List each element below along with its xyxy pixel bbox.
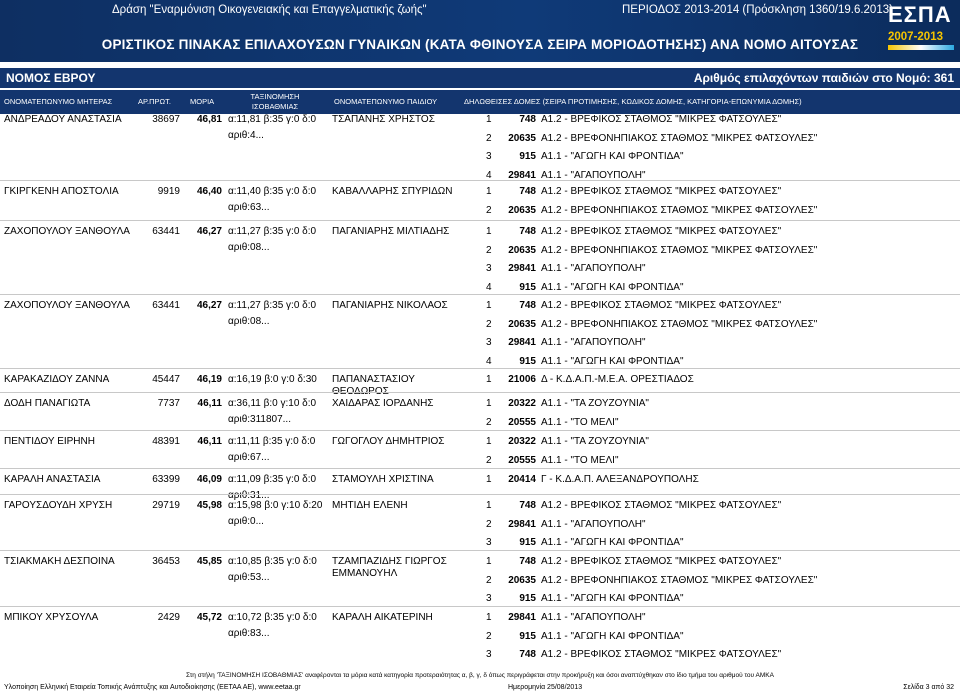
mother-name: ΓΑΡΟΥΣΔΟΥΔΗ ΧΡΥΣΗ (4, 500, 113, 511)
structure-code: 20635 (508, 574, 536, 586)
rank-amka: αριθ:83... (228, 628, 270, 639)
structure-preference (486, 649, 781, 661)
preference-order: 1 (486, 474, 492, 485)
structure-preference (486, 356, 684, 368)
structure-name: Δ - Κ.Δ.Α.Π.-Μ.Ε.Α. ΟΡΕΣΤΙΑΔΟΣ (541, 374, 694, 385)
row-divider (0, 430, 960, 431)
preference-order: 1 (486, 436, 492, 447)
structure-name: Α1.2 - ΒΡΕΦΟΝΗΠΙΑΚΟΣ ΣΤΑΘΜΟΣ "ΜΙΚΡΕΣ ΦΑΤΣΟΥΛΕΣ" (541, 318, 818, 330)
points-value: 45,72 (196, 612, 222, 623)
structure-code: 20635 (508, 204, 536, 216)
preference-order: 4 (486, 281, 492, 293)
protocol-number: 2429 (157, 612, 180, 623)
structure-code: 748 (519, 649, 536, 660)
row-divider (0, 180, 960, 181)
structure-name: Α1.1 - "ΤΑ ΖΟΥΖΟΥΝΙΑ" (541, 436, 649, 447)
preference-order: 2 (486, 318, 492, 330)
structure-name: Α1.2 - ΒΡΕΦΙΚΟΣ ΣΤΑΘΜΟΣ "ΜΙΚΡΕΣ ΦΑΤΣΟΥΛΕΣ" (541, 556, 782, 567)
structure-code: 20414 (508, 474, 536, 485)
structure-name: Α1.2 - ΒΡΕΦΙΚΟΣ ΣΤΑΘΜΟΣ "ΜΙΚΡΕΣ ΦΑΤΣΟΥΛΕΣ" (541, 226, 782, 237)
preference-order: 3 (486, 649, 492, 660)
preference-order: 3 (486, 151, 492, 162)
row-divider (0, 606, 960, 607)
preference-order: 1 (486, 612, 492, 623)
rank-breakdown (228, 474, 316, 502)
structure-preference (486, 226, 781, 238)
rank-scores: α:11,81 β:35 γ:0 δ:0 (228, 114, 317, 125)
mother-name: ΑΝΔΡΕΑΔΟΥ ΑΝΑΣΤΑΣΙΑ (4, 114, 122, 125)
protocol-number: 7737 (157, 398, 180, 409)
structure-preference (486, 114, 781, 126)
child-name: ΤΖΑΜΠΑΖΙΔΗΣ ΓΙΩΡΓΟΣ ΕΜΜΑΝΟΥΗΛ (332, 556, 447, 579)
structure-name: Α1.1 - "ΑΓΑΠΟΥΠΟΛΗ" (541, 337, 646, 348)
rank-scores: α:11,11 β:35 γ:0 δ:0 (228, 436, 316, 447)
preference-order: 4 (486, 169, 492, 181)
preference-order: 2 (486, 630, 492, 642)
structure-code: 20555 (508, 454, 536, 466)
rank-amka: αριθ:0... (228, 516, 264, 527)
preference-order: 1 (486, 500, 492, 511)
structure-preference (486, 151, 684, 163)
structure-code: 748 (519, 556, 536, 567)
rank-breakdown (228, 398, 316, 426)
child-name: ΧΑΙΔΑΡΑΣ ΙΟΡΔΑΝΗΣ (332, 398, 434, 409)
structure-name: Α1.2 - ΒΡΕΦΙΚΟΣ ΣΤΑΘΜΟΣ "ΜΙΚΡΕΣ ΦΑΤΣΟΥΛΕΣ" (541, 186, 782, 197)
structure-preference (486, 398, 649, 410)
points-value: 46,09 (196, 474, 222, 485)
structure-preference (486, 575, 817, 587)
rank-breakdown (228, 374, 317, 390)
mother-name: ΖΑΧΟΠΟΥΛΟΥ ΞΑΝΘΟΥΛΑ (4, 300, 130, 311)
rank-breakdown (228, 114, 316, 142)
structure-code: 748 (519, 300, 536, 311)
structure-code: 20635 (508, 244, 536, 256)
structure-name: Α1.1 - "ΑΓΑΠΟΥΠΟΛΗ" (541, 518, 646, 530)
preference-order: 1 (486, 556, 492, 567)
preference-order: 1 (486, 114, 492, 125)
rank-amka: αριθ:08... (228, 242, 270, 253)
preference-order: 4 (486, 355, 492, 367)
rank-scores: α:11,40 β:35 γ:0 δ:0 (228, 186, 317, 197)
structure-preference (486, 537, 684, 549)
protocol-number: 36453 (152, 556, 180, 567)
structure-name: Α1.2 - ΒΡΕΦΟΝΗΠΙΑΚΟΣ ΣΤΑΘΜΟΣ "ΜΙΚΡΕΣ ΦΑΤΣΟΥΛΕΣ" (541, 204, 818, 216)
structure-name: Α1.2 - ΒΡΕΦΟΝΗΠΙΑΚΟΣ ΣΤΑΘΜΟΣ "ΜΙΚΡΕΣ ΦΑΤΣΟΥΛΕΣ" (541, 244, 818, 256)
structure-code: 20322 (508, 398, 536, 409)
structure-code: 29841 (508, 518, 536, 530)
row-divider (0, 220, 960, 221)
structure-code: 748 (519, 500, 536, 511)
rank-breakdown (228, 612, 317, 640)
structure-name: Α1.2 - ΒΡΕΦΙΚΟΣ ΣΤΑΘΜΟΣ "ΜΙΚΡΕΣ ΦΑΤΣΟΥΛΕΣ" (541, 649, 782, 660)
structure-name: Α1.2 - ΒΡΕΦΙΚΟΣ ΣΤΑΘΜΟΣ "ΜΙΚΡΕΣ ΦΑΤΣΟΥΛΕΣ" (541, 300, 782, 311)
child-name: ΠΑΠΑΝΑΣΤΑΣΙΟΥ ΘΕΟΔΩΡΟΣ (332, 374, 415, 397)
structure-preference (486, 593, 684, 605)
mother-name: ΤΣΙΑΚΜΑΚΗ ΔΕΣΠΟΙΝΑ (4, 556, 115, 567)
structure-code: 29841 (508, 612, 536, 623)
rank-breakdown (228, 556, 317, 584)
row-divider (0, 392, 960, 393)
structure-code: 748 (519, 186, 536, 197)
footer-date: Ημερομηνία 25/08/2013 (508, 684, 583, 691)
structure-code: 20635 (508, 318, 536, 330)
rank-amka: αριθ:31... (228, 490, 270, 501)
structure-code: 915 (519, 630, 536, 642)
logo-stripe (888, 45, 954, 50)
children-count: Αριθμός επιλαχόντων παιδιών στο Νομό: 361 (693, 71, 954, 85)
structure-name: Α1.1 - "ΤΟ ΜΕΛΙ" (541, 416, 619, 428)
structure-code: 29841 (508, 263, 536, 274)
col-child: ΟΝΟΜΑΤΕΠΩΝΥΜΟ ΠΑΙΔΙΟΥ (334, 97, 438, 106)
structure-name: Α1.1 - "ΑΓΩΓΗ ΚΑΙ ΦΡΟΝΤΙΔΑ" (541, 355, 684, 367)
espa-logo (888, 4, 954, 56)
preference-order: 2 (486, 204, 492, 216)
structure-name: Α1.1 - "ΑΓΩΓΗ ΚΑΙ ΦΡΟΝΤΙΔΑ" (541, 630, 684, 642)
structure-preference (486, 519, 646, 531)
footer-page: Σελίδα 3 από 32 (903, 684, 954, 691)
structure-code: 915 (519, 537, 536, 548)
structure-code: 915 (519, 355, 536, 367)
points-value: 46,19 (196, 374, 222, 385)
row-divider (0, 294, 960, 295)
child-name: ΚΑΡΑΛΗ ΑΙΚΑΤΕΡΙΝΗ (332, 612, 433, 623)
points-value: 45,98 (196, 500, 222, 511)
structure-preference (486, 205, 817, 217)
structure-name: Α1.1 - "ΑΓΩΓΗ ΚΑΙ ΦΡΟΝΤΙΔΑ" (541, 537, 684, 548)
mother-name: ΠΕΝΤΙΔΟΥ ΕΙΡΗΝΗ (4, 436, 95, 447)
child-name: ΠΑΓΑΝΙΑΡΗΣ ΜΙΛΤΙΑΔΗΣ (332, 226, 450, 237)
rank-amka: αριθ:4... (228, 130, 264, 141)
protocol-number: 38697 (152, 114, 180, 125)
structure-preference (486, 263, 646, 275)
col-rank-line2: ΙΣΟΒΑΘΜΙΑΣ (251, 102, 299, 111)
table-header (0, 90, 960, 114)
structure-name: Α1.1 - "ΑΓΩΓΗ ΚΑΙ ΦΡΟΝΤΙΔΑ" (541, 281, 684, 293)
rank-amka: αριθ:53... (228, 572, 270, 583)
col-protocol: ΑΡ.ΠΡΩΤ. (138, 97, 171, 106)
row-divider (0, 368, 960, 369)
structure-name: Γ - Κ.Δ.Α.Π. ΑΛΕΞΑΝΔΡΟΥΠΟΛΗΣ (541, 474, 699, 485)
structure-preference (486, 436, 649, 448)
rank-breakdown (228, 500, 322, 528)
logo-years: 2007-2013 (888, 31, 943, 43)
structure-preference (486, 245, 817, 257)
structure-code: 915 (519, 281, 536, 293)
structure-preference (486, 631, 684, 643)
structure-preference (486, 455, 619, 467)
points-value: 46,27 (196, 226, 222, 237)
structure-code: 20635 (508, 132, 536, 144)
mother-name: ΚΑΡΑΚΑΖΙΔΟΥ ΖΑΝΝΑ (4, 374, 110, 385)
preference-order: 1 (486, 300, 492, 311)
points-value: 46,11 (197, 436, 222, 447)
child-name: ΠΑΓΑΝΙΑΡΗΣ ΝΙΚΟΛΑΟΣ (332, 300, 448, 311)
structure-preference (486, 474, 699, 486)
structure-preference (486, 500, 781, 512)
points-value: 46,81 (196, 114, 222, 125)
rank-amka: αριθ:63... (228, 202, 270, 213)
rank-scores: α:11,09 β:35 γ:0 δ:0 (228, 474, 317, 485)
rank-scores: α:11,27 β:35 γ:0 δ:0 (228, 300, 317, 311)
rank-scores: α:10,72 β:35 γ:0 δ:0 (228, 612, 317, 623)
preference-order: 2 (486, 416, 492, 428)
points-value: 46,40 (196, 186, 222, 197)
preference-order: 1 (486, 226, 492, 237)
preference-order: 2 (486, 132, 492, 144)
preference-order: 2 (486, 454, 492, 466)
structure-name: Α1.2 - ΒΡΕΦΙΚΟΣ ΣΤΑΘΜΟΣ "ΜΙΚΡΕΣ ΦΑΤΣΟΥΛΕΣ" (541, 114, 782, 125)
structure-code: 915 (519, 593, 536, 604)
preference-order: 3 (486, 263, 492, 274)
points-value: 46,11 (197, 398, 222, 409)
structure-code: 915 (519, 151, 536, 162)
rank-scores: α:10,85 β:35 γ:0 δ:0 (228, 556, 317, 567)
logo-text: ΕΣΠΑ (888, 2, 952, 27)
col-rank-line1: ΤΑΞΙΝΟΜΗΣΗ (250, 92, 300, 101)
mother-name: ΓΚΙΡΓΚΕΝΗ ΑΠΟΣΤΟΛΙΑ (4, 186, 119, 197)
protocol-number: 63441 (152, 300, 180, 311)
structure-preference (486, 374, 694, 386)
structure-code: 29841 (508, 337, 536, 348)
structure-name: Α1.1 - "ΑΓΑΠΟΥΠΟΛΗ" (541, 169, 646, 181)
structure-name: Α1.2 - ΒΡΕΦΙΚΟΣ ΣΤΑΘΜΟΣ "ΜΙΚΡΕΣ ΦΑΤΣΟΥΛΕΣ" (541, 500, 782, 511)
structure-name: Α1.1 - "ΑΓΩΓΗ ΚΑΙ ΦΡΟΝΤΙΔΑ" (541, 593, 684, 604)
col-mother: ΟΝΟΜΑΤΕΠΩΝΥΜΟ ΜΗΤΕΡΑΣ (4, 97, 113, 106)
structure-preference (486, 282, 684, 294)
child-name: ΓΩΓΟΓΛΟΥ ΔΗΜΗΤΡΙΟΣ (332, 436, 445, 447)
structure-preference (486, 186, 781, 198)
structure-preference (486, 612, 646, 624)
rank-amka: αριθ:08... (228, 316, 270, 327)
structure-name: Α1.1 - "ΑΓΑΠΟΥΠΟΛΗ" (541, 612, 646, 623)
rank-scores: α:16,19 β:0 γ:0 δ:30 (228, 374, 317, 385)
structure-name: Α1.1 - "ΑΓΑΠΟΥΠΟΛΗ" (541, 263, 646, 274)
structure-preference (486, 300, 781, 312)
mother-name: ΔΟΔΗ ΠΑΝΑΓΙΩΤΑ (4, 398, 91, 409)
structure-name: Α1.2 - ΒΡΕΦΟΝΗΠΙΑΚΟΣ ΣΤΑΘΜΟΣ "ΜΙΚΡΕΣ ΦΑΤΣΟΥΛΕΣ" (541, 132, 818, 144)
rank-scores: α:15,98 β:0 γ:10 δ:20 (228, 500, 323, 511)
structure-preference (486, 556, 781, 568)
structure-code: 20322 (508, 436, 536, 447)
rank-breakdown (228, 226, 316, 254)
protocol-number: 63399 (152, 474, 180, 485)
protocol-number: 9919 (157, 186, 180, 197)
preference-order: 3 (486, 593, 492, 604)
preference-order: 2 (486, 574, 492, 586)
col-rank (238, 92, 312, 112)
program-name: Δράση "Εναρμόνιση Οικογενειακής και Επαγγελματικής ζωής" (112, 4, 427, 16)
preference-order: 2 (486, 244, 492, 256)
structure-preference (486, 417, 619, 429)
period-label: ΠΕΡΙΟΔΟΣ 2013-2014 (Πρόσκληση 1360/19.6.2013) (622, 4, 893, 16)
structure-code: 29841 (508, 169, 536, 181)
preference-order: 3 (486, 337, 492, 348)
footer-note: Στη στήλη 'ΤΑΞΙΝΟΜΗΣΗ ΙΣΟΒΑΘΜΙΑΣ' αναφέρονται τα μόρια κατά κατηγορία προτεραιότητας α, β, γ, δ όπως περιγράφεται στην προκήρυξη και όσοι αναπτύχθηκαν στο ίδιο τμήμα του αριθμού του ΑΜΚΑ (186, 672, 774, 679)
preference-order: 1 (486, 398, 492, 409)
structure-name: Α1.1 - "ΤΑ ΖΟΥΖΟΥΝΙΑ" (541, 398, 649, 409)
structure-code: 748 (519, 226, 536, 237)
mother-name: ΖΑΧΟΠΟΥΛΟΥ ΞΑΝΘΟΥΛΑ (4, 226, 130, 237)
col-structures: ΔΗΛΩΘΕΙΣΕΣ ΔΟΜΕΣ (ΣΕΙΡΑ ΠΡΟΤΙΜΗΣΗΣ, ΚΩΔΙΚΟΣ ΔΟΜΗΣ, ΚΑΤΗΓΟΡΙΑ-ΕΠΩΝΥΜΙΑ ΔΟΜΗΣ) (464, 97, 802, 106)
preference-order: 2 (486, 518, 492, 530)
preference-order: 1 (486, 374, 492, 385)
child-name: ΣΤΑΜΟΥΛΗ ΧΡΙΣΤΙΝΑ (332, 474, 434, 485)
protocol-number: 45447 (152, 374, 180, 385)
protocol-number: 63441 (152, 226, 180, 237)
rank-amka: αριθ:67... (228, 452, 270, 463)
protocol-number: 29719 (152, 500, 180, 511)
structure-preference (486, 319, 817, 331)
header-banner (0, 0, 960, 62)
rank-scores: α:11,27 β:35 γ:0 δ:0 (228, 226, 317, 237)
structure-name: Α1.2 - ΒΡΕΦΟΝΗΠΙΑΚΟΣ ΣΤΑΘΜΟΣ "ΜΙΚΡΕΣ ΦΑΤΣΟΥΛΕΣ" (541, 574, 818, 586)
child-name: ΚΑΒΑΛΛΑΡΗΣ ΣΠΥΡΙΔΩΝ (332, 186, 453, 197)
col-points: ΜΟΡΙΑ (190, 97, 215, 106)
mother-name: ΚΑΡΑΛΗ ΑΝΑΣΤΑΣΙΑ (4, 474, 101, 485)
child-name: ΤΣΑΠΑΝΗΣ ΧΡΗΣΤΟΣ (332, 114, 435, 125)
rank-amka: αριθ:311807... (228, 414, 291, 425)
structure-name: Α1.1 - "ΤΟ ΜΕΛΙ" (541, 454, 619, 466)
row-divider (0, 468, 960, 469)
region-bar (0, 68, 960, 88)
child-name: ΜΗΤΙΔΗ ΕΛΕΝΗ (332, 500, 408, 511)
structure-code: 21006 (508, 374, 536, 385)
mother-name: ΜΠΙΚΟΥ ΧΡΥΣΟΥΛΑ (4, 612, 99, 623)
row-divider (0, 494, 960, 495)
structure-preference (486, 133, 817, 145)
rank-breakdown (228, 186, 316, 214)
structure-code: 20555 (508, 416, 536, 428)
structure-name: Α1.1 - "ΑΓΩΓΗ ΚΑΙ ΦΡΟΝΤΙΔΑ" (541, 151, 684, 162)
rank-scores: α:36,11 β:0 γ:10 δ:0 (228, 398, 317, 409)
structure-code: 748 (519, 114, 536, 125)
preference-order: 1 (486, 186, 492, 197)
protocol-number: 48391 (152, 436, 180, 447)
footer-company: Υλοποίηση Ελληνική Εταιρεία Τοπικής Ανάπτυξης και Αυτοδιοίκησης (ΕΕΤΑΑ ΑΕ), www.eetaa.gr (4, 684, 301, 691)
region-name: ΝΟΜΟΣ ΕΒΡΟΥ (6, 71, 96, 85)
structure-preference (486, 337, 646, 349)
preference-order: 3 (486, 537, 492, 548)
points-value: 46,27 (196, 300, 222, 311)
document-title: ΟΡΙΣΤΙΚΟΣ ΠΙΝΑΚΑΣ ΕΠΙΛΑΧΟΥΣΩΝ ΓΥΝΑΙΚΩΝ (ΚΑΤΑ ΦΘΙΝΟΥΣΑ ΣΕΙΡΑ ΜΟΡΙΟΔΟΤΗΣΗΣ) ΑΝΑ ΝΟΜΟ ΑΙΤΟΥΣΑΣ (101, 37, 859, 52)
row-divider (0, 550, 960, 551)
points-value: 45,85 (196, 556, 222, 567)
rank-breakdown (228, 436, 315, 464)
rank-breakdown (228, 300, 316, 328)
